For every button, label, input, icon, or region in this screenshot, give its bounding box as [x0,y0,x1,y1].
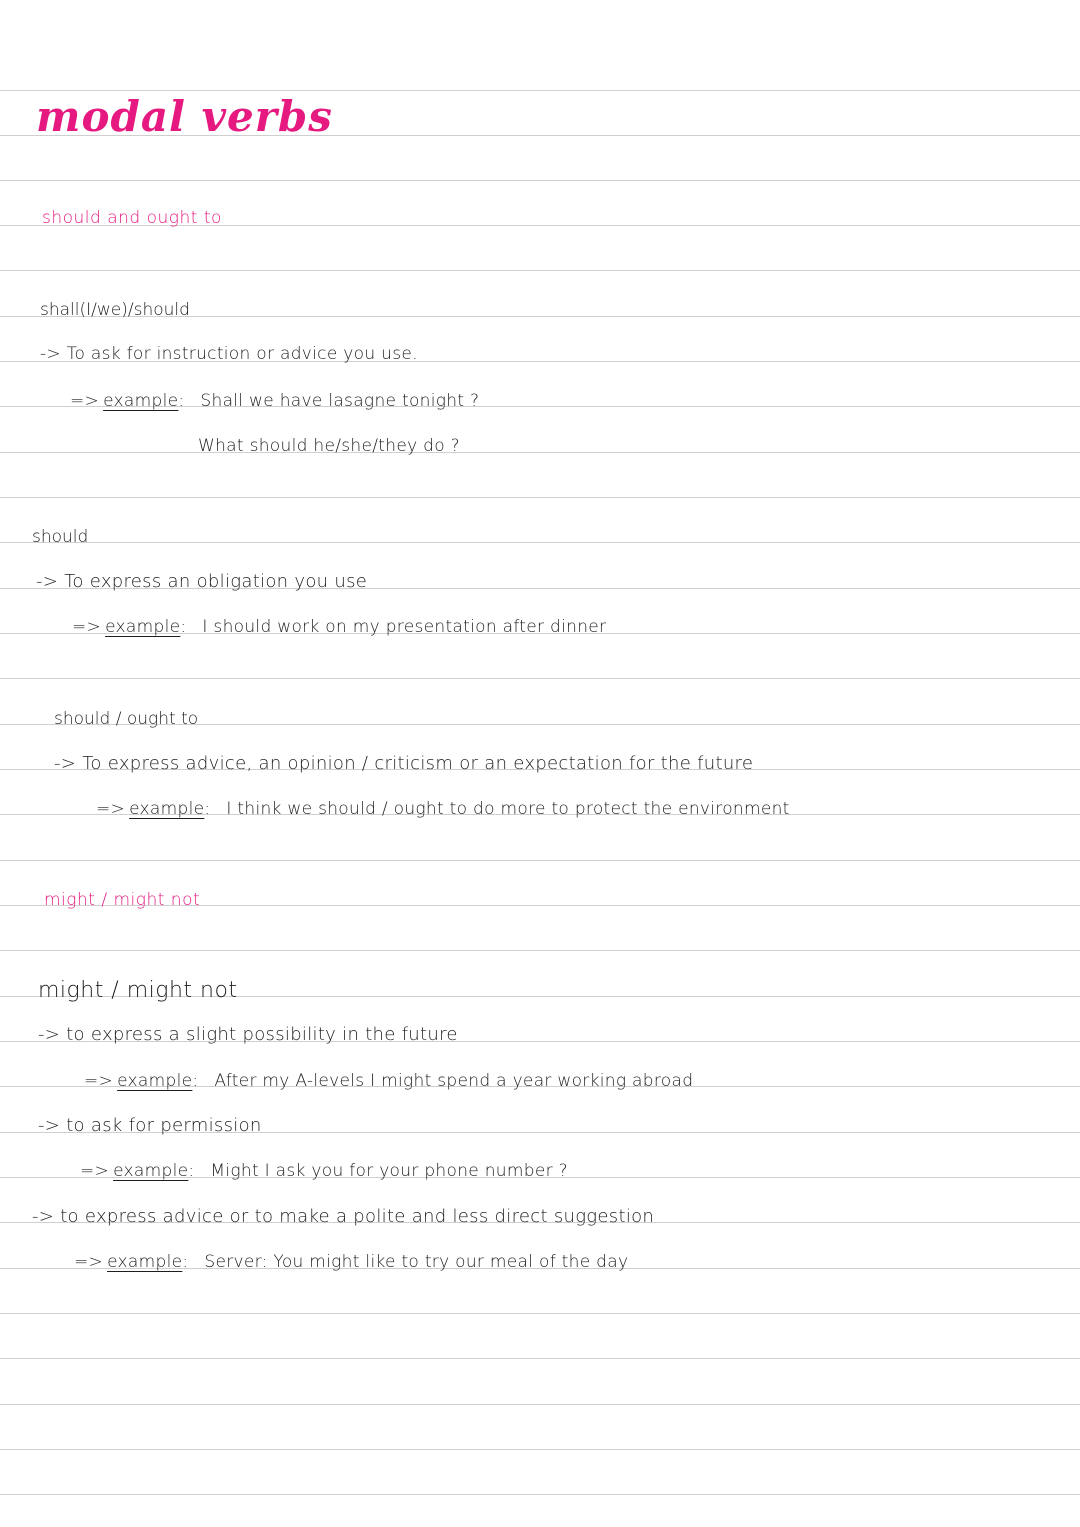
ruled-line [0,270,1080,271]
ruled-line [0,1358,1080,1359]
example-arrow: => [70,391,100,411]
example-arrow: => [96,799,126,819]
example-colon: : [178,391,185,411]
example-label: example [129,799,205,819]
section-heading-might: might / might not [44,890,201,910]
example-arrow: => [72,617,102,637]
example-text: I think we should / ought to do more to protect the environment [226,799,790,819]
example-colon: : [188,1161,195,1181]
example-colon: : [192,1071,199,1091]
ruled-line [0,950,1080,951]
subheading-shall-should: shall(I/we)/should [40,300,190,320]
subheading-might: might / might not [38,978,238,1003]
ruled-line [0,90,1080,91]
example-slight-possibility [84,1073,693,1090]
section-heading-should-ought: should and ought to [42,208,222,228]
point-should: -> To express an obligation you use [36,571,368,592]
point-slight-possibility: -> to express a slight possibility in the future [38,1024,458,1045]
example-text-2: What should he/she/they do ? [198,436,460,456]
example-arrow: => [84,1071,114,1091]
ruled-line [0,497,1080,498]
ruled-line [0,860,1080,861]
ruled-line [0,678,1080,679]
subheading-should: should [32,527,89,547]
example-label: example [107,1252,183,1272]
ruled-line [0,1494,1080,1495]
example-should-ought-to [96,801,790,818]
example-text: Shall we have lasagne tonight ? [200,391,480,411]
example-advice-suggestion [74,1254,628,1271]
example-label: example [105,617,181,637]
point-permission: -> to ask for permission [38,1115,262,1136]
ruled-line [0,1449,1080,1450]
ruled-line [0,180,1080,181]
example-label: example [113,1161,189,1181]
example-shall-should [70,393,479,410]
subheading-should-ought-to: should / ought to [54,709,199,729]
ruled-line [0,1404,1080,1405]
example-colon: : [204,799,211,819]
example-text: Might I ask you for your phone number ? [210,1161,568,1181]
ruled-line [0,542,1080,543]
point-advice-suggestion: -> to express advice or to make a polite and less direct suggestion [32,1206,655,1227]
example-permission [80,1163,568,1180]
point-shall-should: -> To ask for instruction or advice you use. [40,344,418,364]
example-text: After my A-levels I might spend a year working abroad [214,1071,694,1091]
page-title: modal verbs [36,92,333,141]
example-arrow: => [80,1161,110,1181]
ruled-line [0,1313,1080,1314]
example-colon: : [182,1252,189,1272]
example-label: example [117,1071,193,1091]
example-colon: : [180,617,187,637]
example-text: I should work on my presentation after dinner [202,617,607,637]
example-should [72,619,606,636]
example-arrow: => [74,1252,104,1272]
point-should-ought-to: -> To express advice, an opinion / criticism or an expectation for the future [54,753,754,774]
example-label: example [103,391,179,411]
ruled-line [0,452,1080,453]
example-text: Server: You might like to try our meal of the day [204,1252,629,1272]
